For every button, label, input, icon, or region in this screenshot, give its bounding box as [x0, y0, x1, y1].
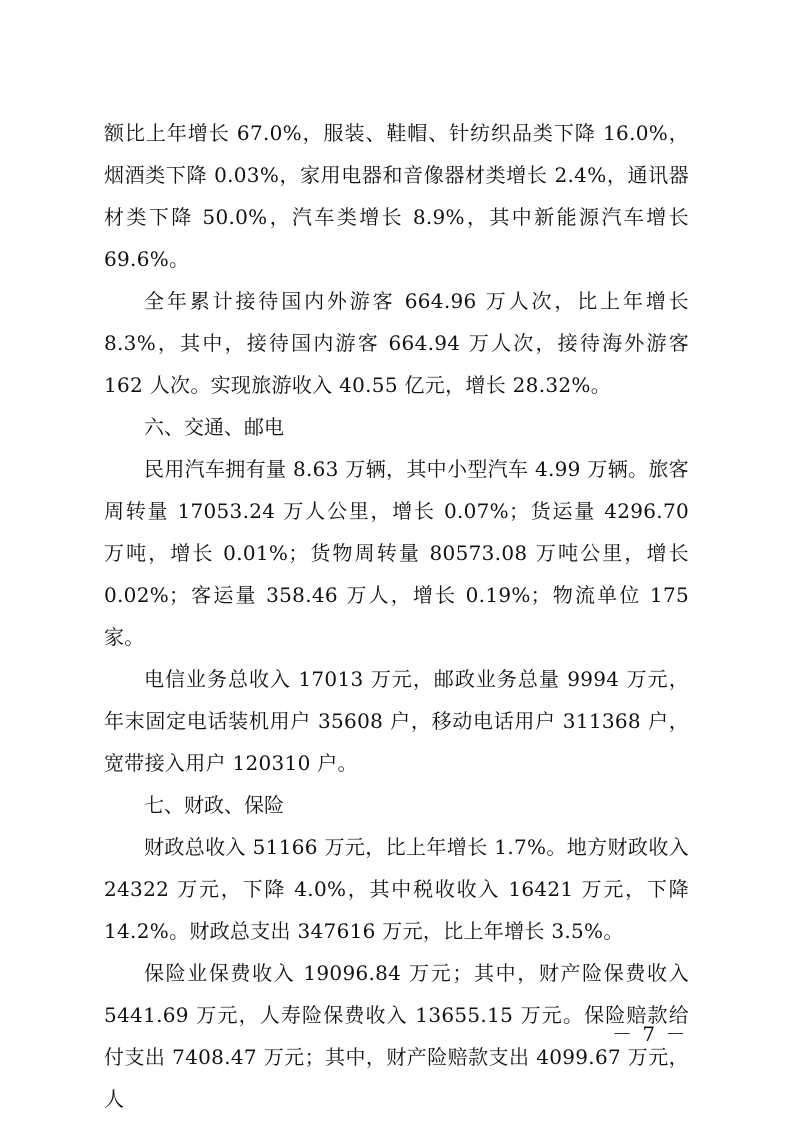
- paragraph-telecom: 电信业务总收入 17013 万元，邮政业务总量 9994 万元，年末固定电话装机用户 35608 户，移动电话用户 311368 户，宽带接入用户 120310 户。: [104, 667, 689, 775]
- paragraph-finance: 财政总收入 51166 万元，比上年增长 1.7%。地方财政收入 24322 万元，下降 4.0%，其中税收收入 16421 万元，下降 14.2%。财政总支出 347616 万元，比上年增长 3.5%。: [104, 835, 689, 943]
- paragraph-insurance: 保险业保费收入 19096.84 万元；其中，财产险保费收入 5441.69 万元，人寿险保费收入 13655.15 万元。保险赔款给付支出 7408.47 万元；其中，财产险赔款支出 4099.67 万元，人: [104, 961, 689, 1111]
- document-body: [104, 112, 689, 1120]
- section-heading-finance-insurance: 七、财政、保险: [144, 793, 284, 817]
- page-number: － 7 －: [612, 1022, 688, 1046]
- section-heading-transport-post: 六、交通、邮电: [144, 415, 284, 439]
- paragraph-retail-continued: 额比上年增长 67.0%，服装、鞋帽、针纺织品类下降 16.0%，烟酒类下降 0.03%，家用电器和音像器材类增长 2.4%，通讯器材类下降 50.0%，汽车类增长 8.9%，其中新能源汽车增长 69.6%。: [104, 121, 689, 271]
- paragraph-transport: 民用汽车拥有量 8.63 万辆，其中小型汽车 4.99 万辆。旅客周转量 17053.24 万人公里，增长 0.07%；货运量 4296.70 万吨，增长 0.01%；货物周转量 80573.08 万吨公里，增长 0.02%；客运量 358.46 万人，增长 0.19%；物流单位 175 家。: [104, 457, 689, 649]
- paragraph-tourism: 全年累计接待国内外游客 664.96 万人次，比上年增长 8.3%，其中，接待国内游客 664.94 万人次，接待海外游客 162 人次。实现旅游收入 40.55 亿元，增长 28.32%。: [104, 289, 689, 397]
